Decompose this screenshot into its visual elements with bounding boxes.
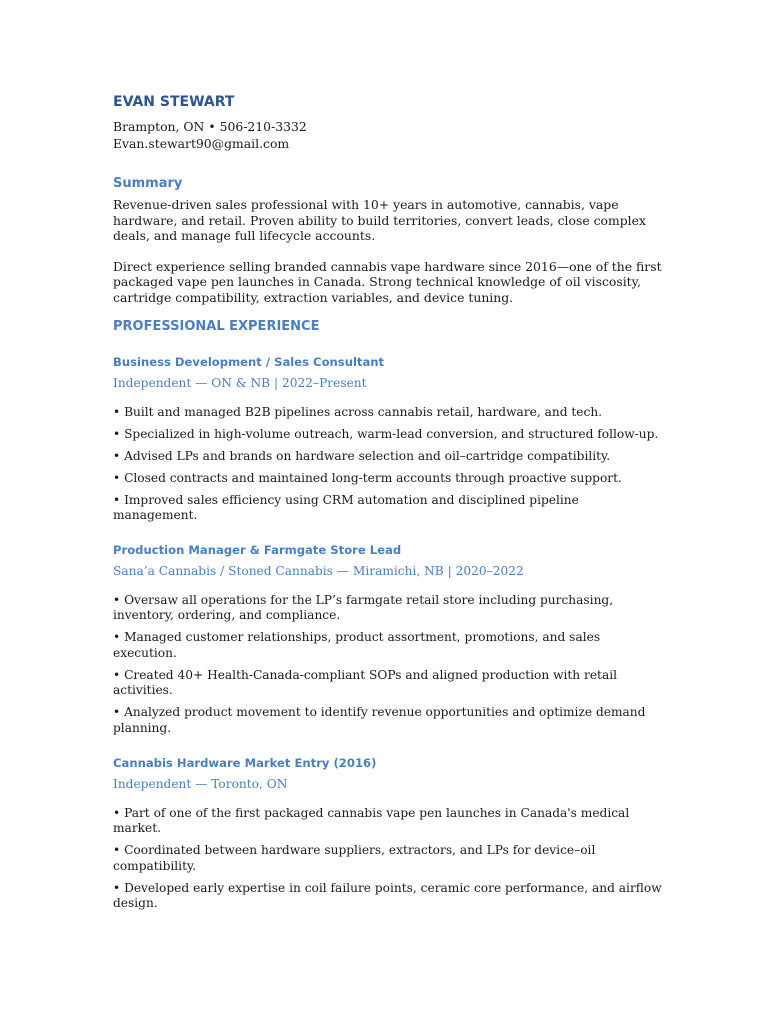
job-bullet: • Built and managed B2B pipelines across cannabis retail, hardware, and tech.: [113, 404, 603, 419]
job-bullet: • Created 40+ Health-Canada-compliant SOPs and aligned production with retail activities.: [113, 667, 618, 698]
job-organization: Sana’a Cannabis / Stoned Cannabis — Miramichi, NB | 2020–2022: [113, 563, 524, 578]
job-bullets: [113, 405, 663, 524]
contact-block: [113, 118, 663, 152]
job-entry-1: [113, 354, 663, 524]
job-bullets: [113, 593, 663, 737]
job-bullet: • Advised LPs and brands on hardware selection and oil–cartridge compatibility.: [113, 448, 611, 463]
job-bullet: • Part of one of the first packaged cannabis vape pen launches in Canada's medical market.: [113, 805, 630, 836]
experience-heading: PROFESSIONAL EXPERIENCE: [113, 318, 320, 334]
job-title: Production Manager & Farmgate Store Lead: [113, 542, 402, 557]
job-entry-3: [113, 755, 663, 912]
job-organization: Independent — ON & NB | 2022–Present: [113, 375, 367, 390]
job-bullet: • Closed contracts and maintained long-term accounts through proactive support.: [113, 470, 622, 485]
summary-paragraph-2: Direct experience selling branded cannabis vape hardware since 2016—one of the first packaged vape pen launches in Canada. Strong technical knowledge of oil viscosity, cartridge compatibility, extraction variables, and device tuning.: [113, 258, 662, 305]
job-bullets: [113, 806, 663, 912]
resume-page: [113, 92, 663, 918]
email-address: Evan.stewart90@gmail.com: [113, 136, 290, 151]
location-phone: Brampton, ON • 506-210-3332: [113, 119, 307, 134]
job-bullet: • Oversaw all operations for the LP’s farmgate retail store including purchasing, inventory, ordering, and compliance.: [113, 592, 614, 623]
job-bullet: • Developed early expertise in coil failure points, ceramic core performance, and airflow design.: [113, 880, 662, 911]
summary-paragraph-1: Revenue-driven sales professional with 10+ years in automotive, cannabis, vape hardware, and retail. Proven ability to build territories, convert leads, close complex deals, and manage full lifecycle accounts.: [113, 197, 646, 244]
candidate-name: EVAN STEWART: [113, 94, 235, 110]
job-bullet: • Managed customer relationships, product assortment, promotions, and sales execution.: [113, 630, 601, 660]
job-title: Cannabis Hardware Market Entry (2016): [113, 755, 377, 770]
job-bullet: • Specialized in high-volume outreach, warm-lead conversion, and structured follow-up.: [113, 426, 659, 441]
job-bullet: • Coordinated between hardware suppliers, extractors, and LPs for device–oil compatibility.: [113, 843, 596, 873]
job-bullet: • Analyzed product movement to identify revenue opportunities and optimize demand planning.: [113, 705, 646, 736]
job-organization: Independent — Toronto, ON: [113, 776, 288, 791]
job-bullet: • Improved sales efficiency using CRM automation and disciplined pipeline management.: [113, 492, 579, 523]
summary-heading: Summary: [113, 176, 183, 191]
job-title: Business Development / Sales Consultant: [113, 354, 385, 369]
job-entry-2: [113, 542, 663, 737]
